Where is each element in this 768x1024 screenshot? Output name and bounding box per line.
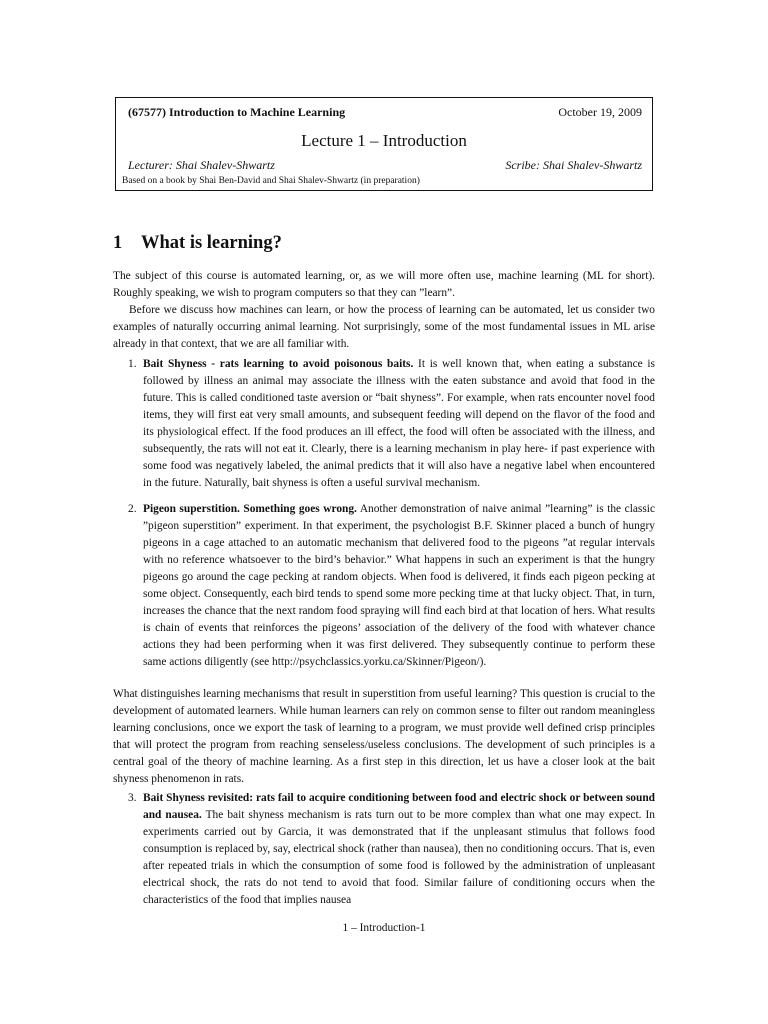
page-footer: 1 – Introduction-1 — [342, 922, 426, 934]
list-item-title: Pigeon superstition. Something goes wrong. — [143, 503, 357, 515]
course-title: (67577) Introduction to Machine Learning — [128, 105, 346, 119]
lecture-header-box — [115, 97, 653, 191]
lecture-date: October 19, 2009 — [558, 105, 642, 119]
scribe-name: Scribe: Shai Shalev-Shwartz — [505, 158, 642, 172]
intro-text — [113, 268, 655, 353]
list-item — [113, 501, 655, 671]
intro-paragraph-2: Before we discuss how machines can learn, or how the process of learning can be automated, let us consider two examples of naturally occurring animal learning. Not surprisingly, some of the most fundamental issues in ML arise already in that context, that we are all familiar with. — [113, 304, 655, 350]
intro-paragraph-1: The subject of this course is automated learning, or, as we will more often use, machine learning (ML for short). Roughly speaking, we wish to program computers so that they can ”learn”. — [113, 270, 655, 299]
list-item — [113, 790, 655, 909]
section-title: What is learning? — [141, 233, 282, 253]
list-item-number: 1. — [128, 358, 137, 370]
list-item-text: Another demonstration of naive animal ”learning” is the classic ”pigeon superstition” experiment. In that experiment, the psychologist B.F. Skinner placed a bunch of hungry pigeons in a cage attached to an automatic mechanism that delivered food to the pigeons ”at regular intervals with no reference whatsoever to the bird’s behavior.” What happens in such an experiment is that the hungry pigeons go around the cage pecking at random objects. When food is delivered, it finds each pigeon pecking at some object. Consequently, each bird tends to spend some more pecking time at that lucky object. That, in turn, increases the chance that the next random food spraying will find each bird at that location of hers. What results is chain of events that reinforces the pigeons’ association of the delivery of the food with whatever chance actions they had been performing when it was first delivered. They subsequently continue to perform these same actions diligently (see http://psychclassics.yorku.ca/Skinner/Pigeon/). — [143, 503, 656, 668]
list-item-title: Bait Shyness revisited: rats fail to acquire conditioning between food and electric shock or between sound and nausea. — [143, 792, 655, 821]
list-item-title: Bait Shyness - rats learning to avoid poisonous baits. — [143, 358, 414, 370]
list-item-text: The bait shyness mechanism is rats turn out to be more complex than what one may expect. In experiments carried out by Garcia, it was demonstrated that if the unpleasant stimulus that follows food consumption is replaced by, say, electrical shock (rather than nausea), then no conditioning occurs. That is, even after repeated trials in which the consumption of some food is followed by the administration of unpleasant electrical shock, the rats do not tend to avoid that food. Similar failure of conditioning occurs when the characteristics of the food that implies nausea — [143, 809, 655, 906]
list-item-text: It is well known that, when eating a substance is followed by illness an animal may associate the illness with the eaten substance and avoid that food in the future. This is called conditioned taste aversion or “bait shyness”. For example, when rats encounter novel food items, they will first eat very small amounts, and subsequent feeding will depend on the flavor of the food and its physiological effect. If the food produces an ill effect, the food will often be associated with the illness, and subsequently, the rats will not eat it. Clearly, there is a learning mechanism in play here- if past experience with some food was negatively labeled, the animal predicts that it will also have a negative label when encountered in the future. Naturally, bait shyness is often a useful survival mechanism. — [143, 358, 655, 489]
section-number: 1 — [113, 233, 123, 253]
middle-paragraph: What distinguishes learning mechanisms that result in superstition from useful learning? This question is crucial to the development of automated learners. While human learners can rely on common sense to filter out random meaningless learning conclusions, once we export the task of learning to a program, we must provide well defined crisp principles that will protect the program from reaching senseless/useless conclusions. The development of such principles is a central goal of the theory of machine learning. As a first step in this direction, let us have a closer look at the bait shyness phenomenon in rats. — [113, 688, 655, 785]
list-item-number: 2. — [128, 503, 137, 515]
lecturer-name: Lecturer: Shai Shalev-Shwartz — [128, 158, 275, 172]
example-list-1 — [113, 356, 655, 671]
list-item — [113, 356, 655, 492]
example-list-2 — [113, 790, 655, 909]
middle-text — [113, 686, 655, 788]
lecture-title: Lecture 1 – Introduction — [301, 131, 467, 150]
list-item-number: 3. — [128, 792, 137, 804]
section-heading — [113, 233, 282, 254]
based-on-note: Based on a book by Shai Ben-David and Shai Shalev-Shwartz (in preparation) — [122, 176, 420, 186]
